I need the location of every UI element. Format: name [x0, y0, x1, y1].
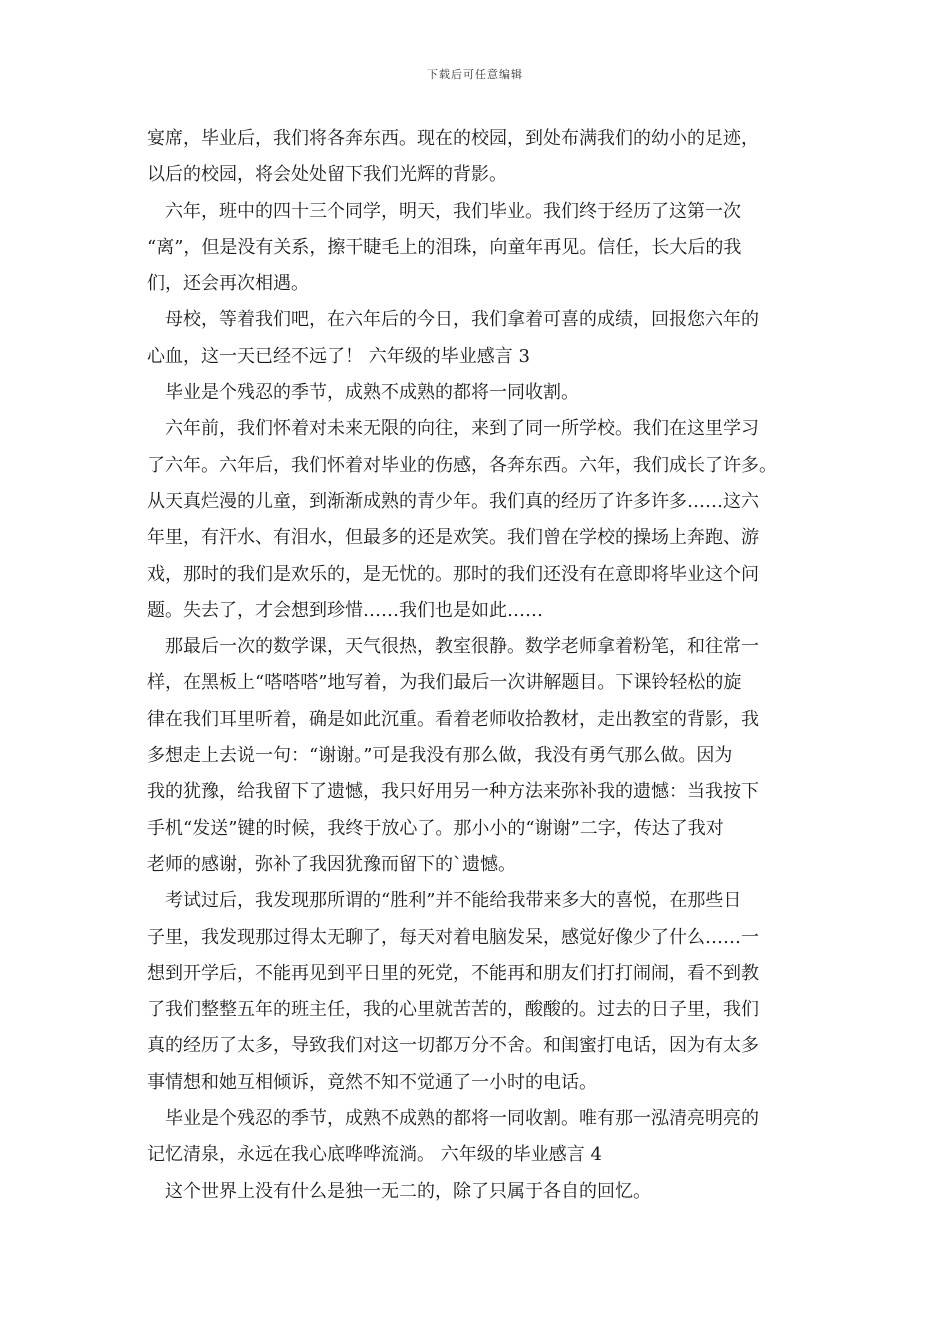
text-line: 手机“发送”键的时候，我终于放心了。那小小的“谢谢”二字，传达了我对: [147, 817, 724, 839]
text-line: 了六年。六年后，我们怀着对毕业的伤感，各奔东西。六年，我们成长了许多。: [147, 454, 777, 476]
text-line: 毕业是个残忍的季节，成熟不成熟的都将一同收割。: [165, 382, 579, 404]
text-line: 记忆清泉，永远在我心底哗哗流淌。 六年级的毕业感言 4: [147, 1144, 602, 1166]
text-line: 六年前，我们怀着对未来无限的向往，来到了同一所学校。我们在这里学习: [165, 418, 759, 440]
text-line: 子里，我发现那过得太无聊了，每天对着电脑发呆，感觉好像少了什么……一: [147, 926, 759, 948]
text-line: 这个世界上没有什么是独一无二的，除了只属于各自的回忆。: [165, 1180, 651, 1202]
document-body: [147, 121, 817, 1210]
text-line: 那最后一次的数学课，天气很热，教室很静。数学老师拿着粉笔，和往常一: [165, 636, 759, 658]
text-line: 六年，班中的四十三个同学，明天，我们毕业。我们终于经历了这第一次: [165, 200, 741, 222]
text-line: 事情想和她互相倾诉，竟然不知不觉通了一小时的电话。: [147, 1071, 597, 1093]
text-line: 戏，那时的我们是欢乐的，是无忧的。那时的我们还没有在意即将毕业这个问: [147, 563, 759, 585]
text-line: 年里，有汗水、有泪水，但最多的还是欢笑。我们曾在学校的操场上奔跑、游: [147, 527, 759, 549]
text-line: 想到开学后，不能再见到平日里的死党，不能再和朋友们打打闹闹，看不到教: [147, 962, 759, 984]
text-line: 老师的感谢，弥补了我因犹豫而留下的`遗憾。: [147, 853, 516, 875]
text-line: 们，还会再次相遇。: [147, 273, 309, 295]
text-line: 宴席，毕业后，我们将各奔东西。现在的校园，到处布满我们的幼小的足迹，: [147, 128, 759, 149]
text-line: 从天真烂漫的儿童，到渐渐成熟的青少年。我们真的经历了许多许多……这六: [147, 490, 759, 512]
page-header-note: 下载后可任意编辑: [427, 68, 523, 81]
text-line: 毕业是个残忍的季节，成熟不成熟的都将一同收割。唯有那一泓清亮明亮的: [165, 1108, 759, 1130]
text-line: 考试过后，我发现那所谓的“胜利”并不能给我带来多大的喜悦，在那些日: [165, 890, 742, 912]
text-line: “离”，但是没有关系，擦干睫毛上的泪珠，向童年再见。信任，长大后的我: [147, 236, 742, 258]
text-line: 真的经历了太多，导致我们对这一切都万分不舍。和闺蜜打电话，因为有太多: [147, 1035, 759, 1057]
text-line: 心血，这一天已经不远了！ 六年级的毕业感言 3: [147, 345, 530, 367]
text-line: 题。失去了，才会想到珍惜……我们也是如此……: [147, 599, 543, 621]
text-line: 样，在黑板上“嗒嗒嗒”地写着，为我们最后一次讲解题目。下课铃轻松的旋: [147, 672, 742, 694]
text-line: 律在我们耳里听着，确是如此沉重。看着老师收拾教材，走出教室的背影，我: [147, 708, 759, 730]
text-line: 了我们整整五年的班主任，我的心里就苦苦的，酸酸的。过去的日子里，我们: [147, 999, 759, 1021]
text-line: 我的犹豫，给我留下了遗憾，我只好用另一种方法来弥补我的遗憾：当我按下: [147, 781, 759, 803]
text-line: 母校，等着我们吧，在六年后的今日，我们拿着可喜的成绩，回报您六年的: [165, 309, 759, 331]
text-line: 以后的校园，将会处处留下我们光辉的背影。: [147, 164, 507, 186]
text-line: 多想走上去说一句：“谢谢。”可是我没有那么做，我没有勇气那么做。因为: [147, 745, 733, 767]
